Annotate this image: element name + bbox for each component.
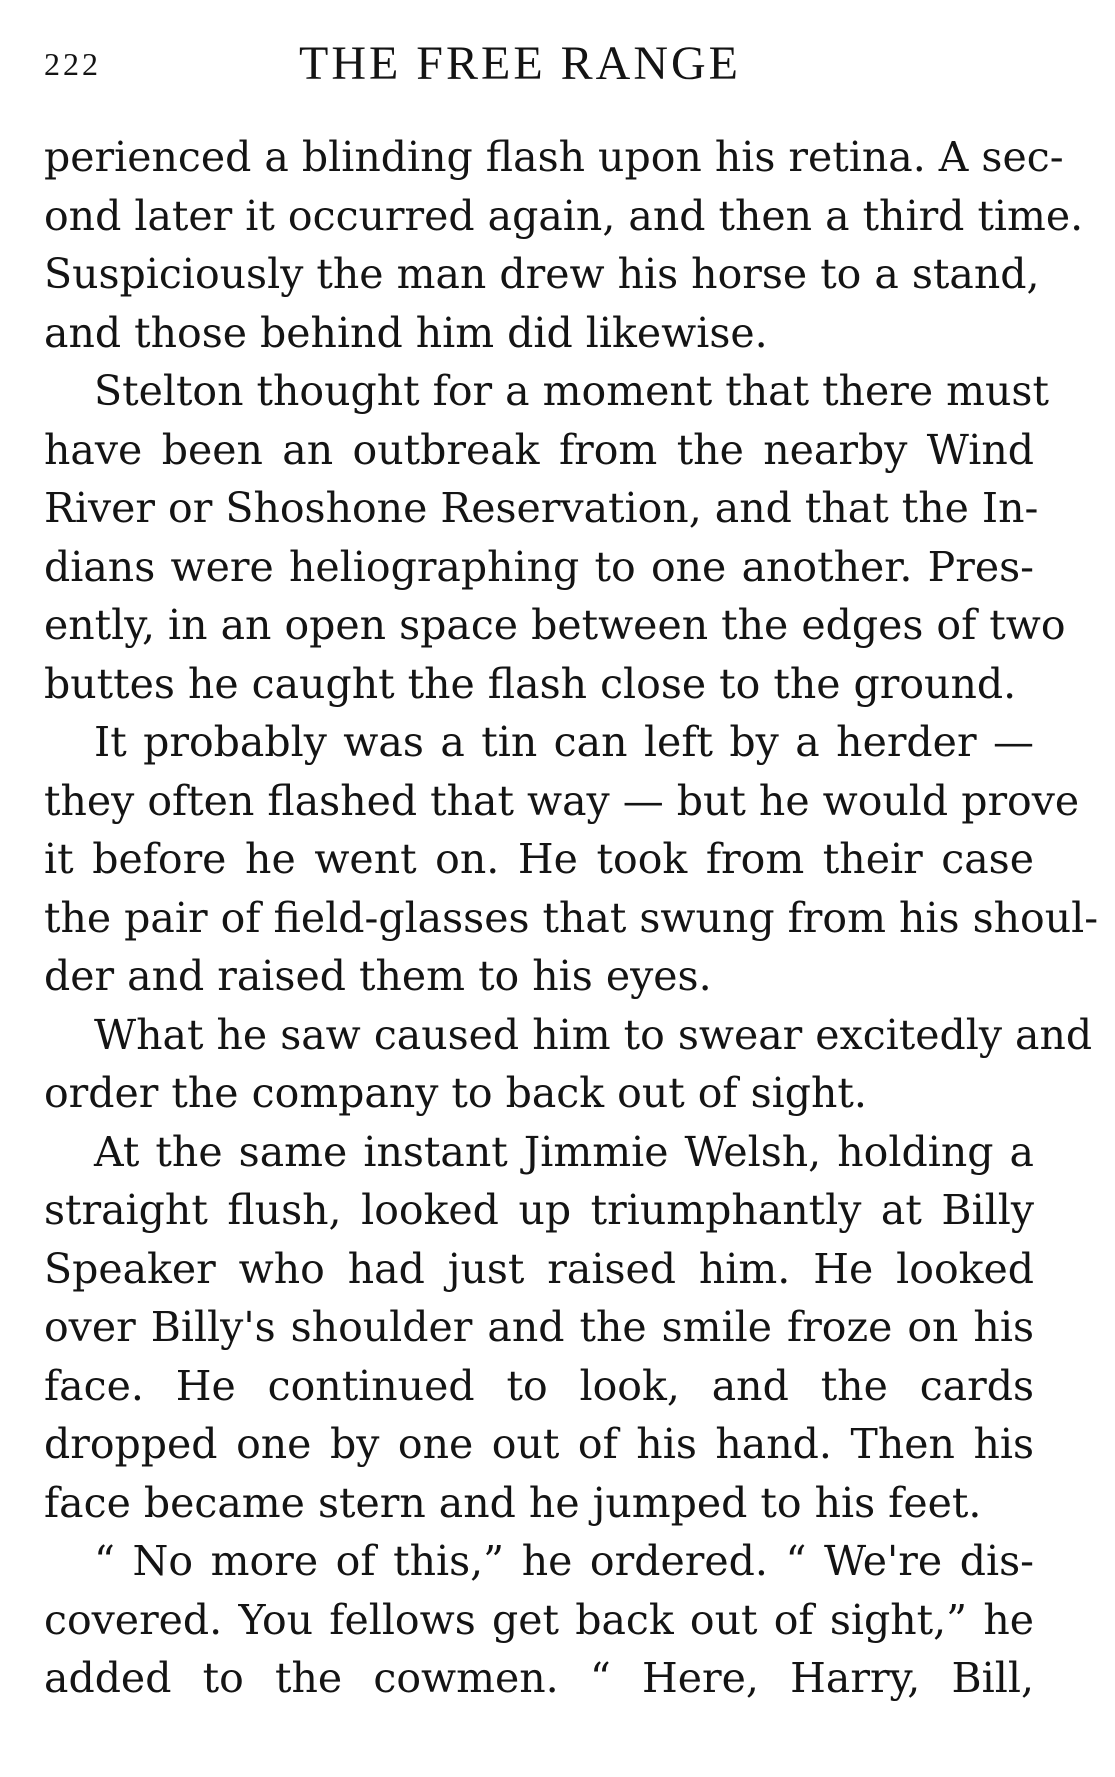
text-line: order the company to back out of sight. — [44, 1069, 867, 1117]
text-line: face. He continued to look, and the cards — [44, 1361, 1034, 1410]
page-number: 222 — [44, 46, 101, 82]
text-line: River or Shoshone Reservation, and that the In- — [44, 484, 1039, 532]
body-text — [44, 128, 1099, 1708]
text-line: face became stern and he jumped to his feet. — [44, 1478, 982, 1527]
text-line: over Billy's shoulder and the smile froze on his — [44, 1303, 1034, 1351]
text-line: dians were heliographing to one another. Pres- — [44, 542, 1034, 591]
page-header — [44, 38, 1044, 98]
text-line: der and raised them to his eyes. — [44, 952, 712, 1000]
text-line: Speaker who had just raised him. He looked — [44, 1244, 1034, 1293]
text-line: At the same instant Jimmie Welsh, holding a — [94, 1127, 1034, 1176]
text-line: ond later it occurred again, and then a third time. — [44, 191, 1084, 240]
text-line: buttes he caught the flash close to the ground. — [44, 659, 1017, 708]
text-line: the pair of field-glasses that swung from his shoul- — [44, 893, 1099, 942]
text-line: it before he went on. He took from their case — [44, 835, 1034, 883]
text-line: perienced a blinding flash upon his retina. A sec- — [44, 133, 1064, 181]
text-line: “ No more of this,” he ordered. “ We're dis- — [94, 1537, 1034, 1585]
text-line: What he saw caused him to swear excitedly and — [94, 1010, 1093, 1059]
text-line: they often flashed that way — but he would prove — [44, 776, 1080, 825]
text-line: added to the cowmen. “ Here, Harry, Bill, — [44, 1654, 1034, 1702]
text-line: and those behind him did likewise. — [44, 308, 768, 357]
running-head: THE FREE RANGE — [299, 37, 741, 90]
text-line: Suspiciously the man drew his horse to a stand, — [44, 250, 1040, 298]
text-line: straight flush, looked up triumphantly at Billy — [44, 1186, 1034, 1234]
text-line: have been an outbreak from the nearby Wind — [44, 425, 1034, 474]
text-line: Stelton thought for a moment that there must — [94, 367, 1049, 415]
text-line: covered. You fellows get back out of sight,” he — [44, 1595, 1034, 1644]
text-line: It probably was a tin can left by a herder — — [94, 718, 1034, 766]
text-line: ently, in an open space between the edges of two — [44, 601, 1066, 649]
text-line: dropped one by one out of his hand. Then his — [44, 1420, 1034, 1468]
